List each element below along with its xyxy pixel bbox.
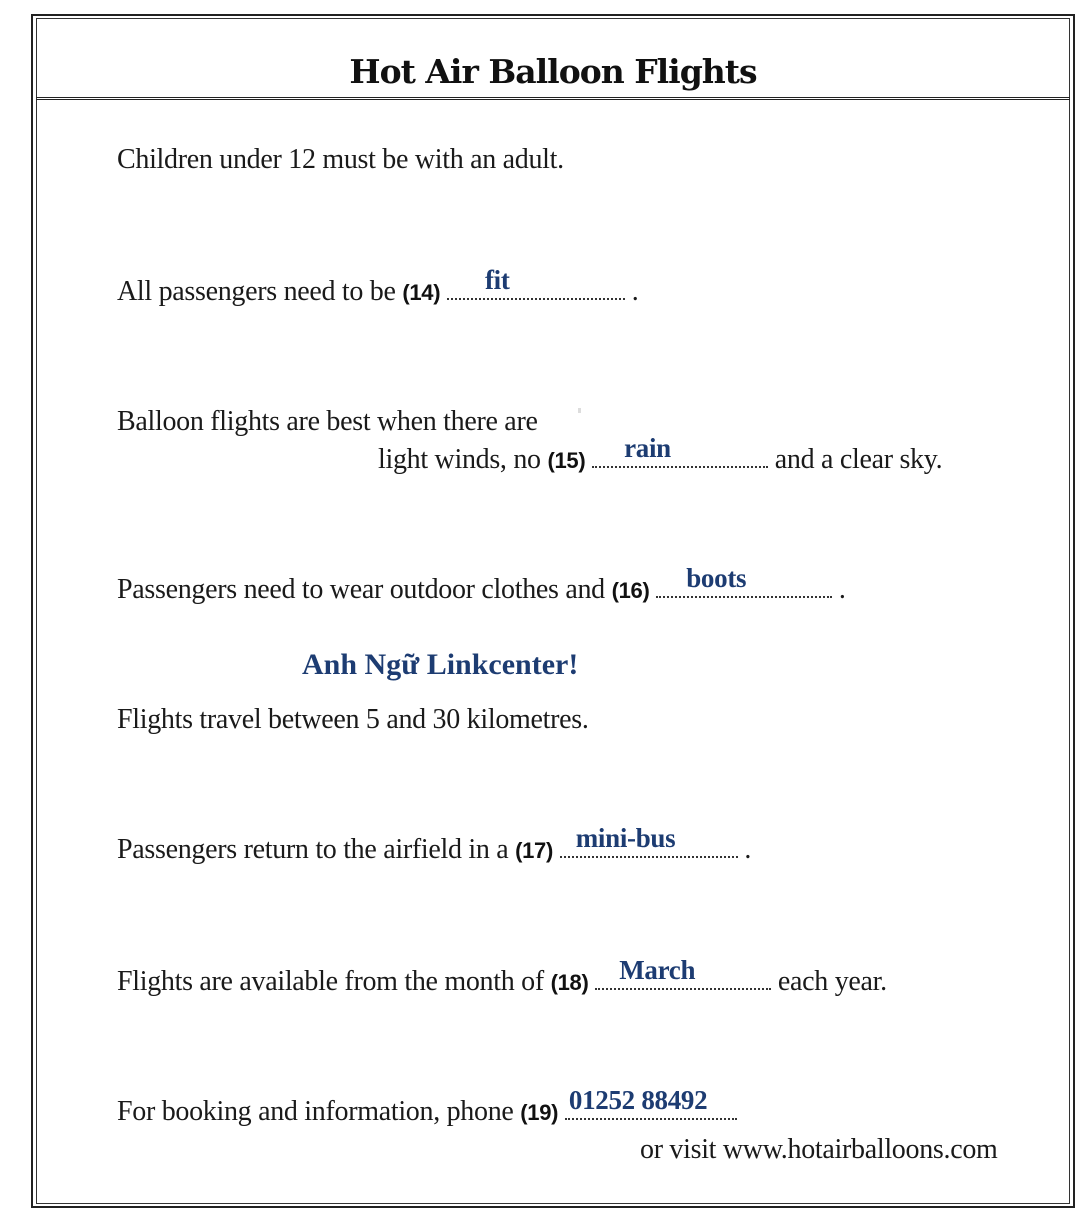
answer-19: 01252 88492 — [568, 1085, 708, 1115]
answer-blank-14[interactable] — [447, 265, 625, 300]
line-text: Balloon flights are best when there are — [117, 406, 538, 437]
question-number-16: (16) — [611, 578, 650, 603]
line-text: . — [744, 834, 752, 865]
line-text: . — [631, 276, 639, 307]
info-line-passengers-fit — [117, 265, 639, 308]
answer-blank-18[interactable] — [595, 955, 771, 990]
title-bar — [36, 18, 1070, 100]
line-text: and a clear sky. — [774, 444, 943, 475]
answer-blank-19[interactable] — [565, 1085, 737, 1120]
scan-speck — [578, 408, 581, 413]
question-number-19: (19) — [520, 1100, 559, 1125]
question-number-14: (14) — [402, 280, 441, 305]
info-line-children — [117, 144, 564, 176]
line-text: All passengers need to be — [117, 276, 396, 307]
line-text: or visit www.hotairballoons.com — [640, 1134, 998, 1165]
info-line-month — [117, 955, 887, 998]
question-number-17: (17) — [515, 838, 554, 863]
line-text: Passengers return to the airfield in a — [117, 834, 509, 865]
info-line-distance — [117, 704, 589, 736]
info-line-clothes — [117, 563, 846, 606]
answer-blank-17[interactable] — [560, 823, 738, 858]
info-line-return — [117, 823, 752, 866]
answer-blank-15[interactable] — [592, 433, 768, 468]
inner-border — [36, 18, 1070, 1204]
line-text: each year. — [777, 966, 887, 997]
question-number-15: (15) — [547, 448, 586, 473]
line-text: light winds, no — [378, 444, 541, 475]
info-line-booking — [117, 1085, 737, 1128]
line-text: . — [838, 574, 846, 605]
answer-15: rain — [624, 433, 671, 463]
answer-16: boots — [686, 563, 747, 593]
answer-17: mini-bus — [575, 823, 676, 853]
answer-14: fit — [484, 265, 510, 295]
watermark-text: Anh Ngữ Linkcenter! — [302, 648, 579, 681]
answer-18: March — [619, 955, 696, 985]
info-line-website — [640, 1134, 998, 1166]
line-text: Passengers need to wear outdoor clothes and — [117, 574, 605, 605]
answer-blank-16[interactable] — [656, 563, 832, 598]
page-title: Hot Air Balloon Flights — [349, 52, 757, 91]
info-line-weather — [378, 433, 943, 476]
line-text: Children under 12 must be with an adult. — [117, 144, 564, 175]
question-number-18: (18) — [550, 970, 589, 995]
line-text: Flights are available from the month of — [117, 966, 544, 997]
line-text: For booking and information, phone — [117, 1096, 514, 1127]
info-line-balloon-flights — [117, 406, 538, 438]
line-text: Flights travel between 5 and 30 kilometres. — [117, 704, 589, 735]
